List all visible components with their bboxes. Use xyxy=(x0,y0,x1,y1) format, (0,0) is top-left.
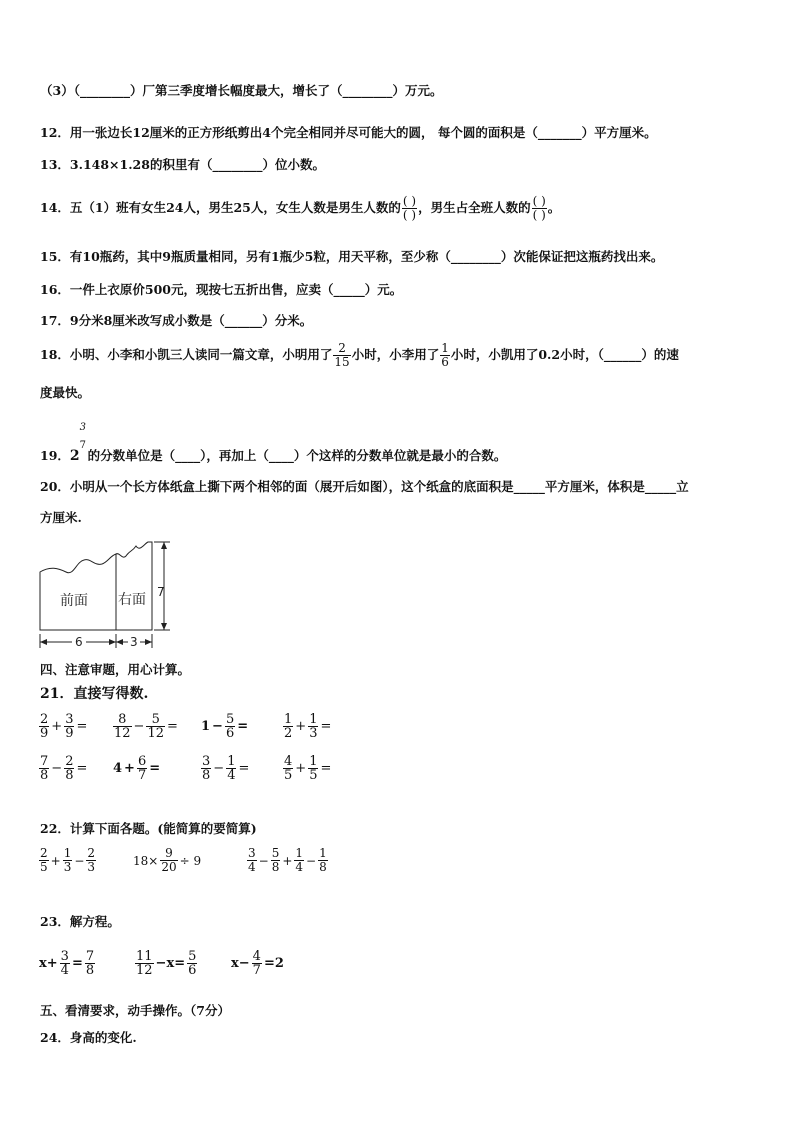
fraction xyxy=(135,950,154,977)
numerator: 3 xyxy=(65,712,74,727)
whole-number: 4 xyxy=(113,761,123,776)
denominator: 5 xyxy=(309,768,318,783)
equals: = xyxy=(320,719,332,734)
calc-21-6 xyxy=(112,755,161,782)
denominator: 7 xyxy=(137,768,147,783)
fraction xyxy=(271,847,281,874)
numerator: 11 xyxy=(136,949,153,964)
question-21-title: 21．直接写得数. xyxy=(40,686,149,702)
operator: + xyxy=(282,853,293,868)
numerator: 5 xyxy=(188,949,197,964)
calc-21-7 xyxy=(200,755,250,782)
right-label: 右面 xyxy=(118,592,146,608)
fraction xyxy=(247,847,257,874)
numerator: 3 xyxy=(60,949,69,964)
question-16: 16．一件上衣原价500元，现按七五折出售，应卖（_____）元。 xyxy=(40,282,403,297)
question-22-title: 22．计算下面各题。(能简算的要简算) xyxy=(40,821,257,836)
denominator: 6 xyxy=(188,963,197,978)
divide-term: ÷ 9 xyxy=(179,853,202,868)
numerator: 2 xyxy=(65,754,74,769)
calc-21-4 xyxy=(282,713,332,740)
arrow-right-icon xyxy=(145,639,152,645)
fraction xyxy=(113,713,132,740)
denominator: 2 xyxy=(284,726,293,741)
fraction xyxy=(39,755,49,782)
blank-denominator: ( ) xyxy=(532,208,546,222)
fraction xyxy=(64,755,74,782)
denominator: 12 xyxy=(114,726,131,741)
blank-denominator: ( ) xyxy=(402,208,417,222)
calc-21-5 xyxy=(38,755,88,782)
numerator: 4 xyxy=(284,754,293,769)
fraction xyxy=(39,713,49,740)
question-18-line-2: 度最快。 xyxy=(40,385,91,400)
numerator: 7 xyxy=(85,949,95,964)
equals: = xyxy=(238,761,250,776)
fraction xyxy=(137,755,147,782)
section-4-title: 四、注意审题，用心计算。 xyxy=(40,662,191,677)
denominator: 8 xyxy=(65,768,74,783)
equals: = xyxy=(76,761,88,776)
fraction xyxy=(86,847,96,874)
operator: − xyxy=(213,761,225,776)
operator: + xyxy=(295,761,307,776)
question-20-line-2: 方厘米. xyxy=(40,510,82,525)
calc-21-3 xyxy=(200,713,249,740)
denominator: 5 xyxy=(40,860,48,874)
right-face-outline xyxy=(116,542,152,630)
denominator: 4 xyxy=(248,860,256,874)
question-20-line-1: 20．小明从一个长方体纸盒上撕下两个相邻的面（展开后如图），这个纸盒的底面积是_____平方厘米，体积是_____立 xyxy=(40,479,689,494)
section-5-title: 五、看清要求，动手操作。（7分） xyxy=(40,1003,230,1018)
question-14-text-b: ，男生占全班人数的 xyxy=(418,200,531,215)
fraction xyxy=(283,713,293,740)
fraction xyxy=(64,713,74,740)
fraction xyxy=(294,847,304,874)
denominator: 7 xyxy=(79,440,87,451)
operator: − xyxy=(74,853,85,868)
operator: + xyxy=(124,761,135,776)
box-net-figure xyxy=(36,538,176,650)
numerator: 1 xyxy=(309,754,318,769)
numerator: 4 xyxy=(252,949,261,964)
numerator: 2 xyxy=(87,846,96,860)
fraction xyxy=(226,755,236,782)
multiplier: 18× xyxy=(133,853,159,868)
question-14-text-a: 14．五（1）班有女生24人，男生25人，女生人数是男生人数的 xyxy=(40,200,401,215)
question-24-title: 24．身高的变化. xyxy=(40,1030,137,1045)
denominator: 4 xyxy=(227,768,236,783)
denominator: 20 xyxy=(161,860,177,874)
denominator: 6 xyxy=(441,355,449,369)
calc-21-2 xyxy=(112,713,179,740)
numerator: 5 xyxy=(271,846,280,860)
numerator: 2 xyxy=(338,341,346,355)
blank-numerator: ( ) xyxy=(402,194,417,208)
fraction xyxy=(201,755,211,782)
operator: + xyxy=(50,853,61,868)
question-19-text: 的分数单位是（____），再加上（____）个这样的分数单位就是最小的合数。 xyxy=(87,448,507,463)
fraction xyxy=(39,847,49,874)
operator: − xyxy=(306,853,317,868)
denominator: 3 xyxy=(87,860,96,874)
denominator: 12 xyxy=(136,963,153,978)
fraction xyxy=(85,950,95,977)
calc-22-1 xyxy=(38,847,97,874)
operator: + xyxy=(51,719,63,734)
operator: − xyxy=(212,719,223,734)
question-18-text-a: 18．小明、小李和小凯三人读同一篇文章，小明用了 xyxy=(40,347,333,362)
arrow-down-icon xyxy=(161,623,167,630)
question-18-text-c: 小时，小凯用了0.2小时，（______）的速 xyxy=(450,347,679,362)
denominator: 4 xyxy=(295,860,304,874)
question-23-title: 23．解方程。 xyxy=(40,914,120,929)
numerator: 1 xyxy=(309,712,318,727)
numerator: 9 xyxy=(165,846,173,860)
fraction xyxy=(60,950,70,977)
question-19-number: 19． xyxy=(40,448,70,463)
equation-23-2 xyxy=(134,950,198,977)
width-label-6: 6 xyxy=(75,635,83,649)
expression-prefix: x+ xyxy=(39,956,58,971)
equals: = xyxy=(149,761,161,776)
denominator: 4 xyxy=(60,963,69,978)
numerator: 1 xyxy=(227,754,236,769)
fraction xyxy=(225,713,235,740)
equals: = xyxy=(167,719,178,734)
denominator: 8 xyxy=(202,768,211,783)
numerator: 1 xyxy=(284,712,293,727)
equation-23-3 xyxy=(230,950,285,977)
question-11-3: （3）（________）厂第三季度增长幅度最大，增长了（________）万元。 xyxy=(40,83,443,98)
front-label: 前面 xyxy=(60,593,88,609)
denominator: 8 xyxy=(85,963,95,978)
denominator: 8 xyxy=(319,860,327,874)
fraction xyxy=(308,755,318,782)
numerator: 5 xyxy=(151,712,160,727)
numerator: 5 xyxy=(225,712,235,727)
equals: = xyxy=(237,719,249,734)
operator: − xyxy=(133,719,145,734)
fraction xyxy=(63,847,73,874)
numerator: 1 xyxy=(295,846,304,860)
denominator: 3 xyxy=(309,726,318,741)
denominator: 7 xyxy=(252,963,261,978)
expression-suffix: =2 xyxy=(263,956,284,971)
operator: − xyxy=(258,853,269,868)
mixed-number-whole: 2 xyxy=(69,448,80,464)
numerator: 6 xyxy=(137,754,147,769)
numerator: 2 xyxy=(40,712,49,727)
operator: + xyxy=(295,719,307,734)
arrow-right-icon xyxy=(109,639,116,645)
equals: = xyxy=(76,719,88,734)
numerator: 2 xyxy=(40,846,48,860)
denominator: 6 xyxy=(225,726,235,741)
whole-number: 1 xyxy=(201,719,211,734)
question-15: 15．有10瓶药，其中9瓶质量相同，另有1瓶少5粒，用天平称，至少称（________）次能保证把这瓶药找出来。 xyxy=(40,249,664,264)
question-12: 12．用一张边长12厘米的正方形纸剪出4个完全相同并尽可能大的圆， 每个圆的面积是（_______）平方厘米。 xyxy=(40,125,657,140)
numerator: 7 xyxy=(40,754,49,769)
numerator: 1 xyxy=(63,846,72,860)
denominator: 15 xyxy=(334,355,350,369)
denominator: 3 xyxy=(63,860,72,874)
equals: = xyxy=(71,956,83,971)
denominator: 12 xyxy=(147,726,164,741)
calc-22-2 xyxy=(132,847,202,874)
numerator: 3 xyxy=(248,846,256,860)
calc-22-3 xyxy=(246,847,329,874)
blank-numerator: ( ) xyxy=(532,194,546,208)
arrow-up-icon xyxy=(161,542,167,549)
denominator: 5 xyxy=(284,768,293,783)
width-label-3: 3 xyxy=(130,635,138,649)
fraction xyxy=(308,713,318,740)
question-13: 13．3.148×1.28的积里有（________）位小数。 xyxy=(40,157,325,172)
fraction xyxy=(146,713,165,740)
numerator: 3 xyxy=(202,754,211,769)
blank-fraction-2 xyxy=(532,195,547,222)
equation-23-1 xyxy=(38,950,96,977)
mixed-number-fraction xyxy=(79,422,88,460)
calc-21-8 xyxy=(282,755,332,782)
numerator: 3 xyxy=(79,422,87,433)
question-19 xyxy=(40,422,507,464)
fraction xyxy=(160,847,177,874)
fraction-2-15 xyxy=(333,342,350,369)
numerator: 1 xyxy=(441,341,449,355)
height-label: 7 xyxy=(157,585,165,599)
denominator: 8 xyxy=(271,860,280,874)
equals: = xyxy=(320,761,332,776)
operator: − xyxy=(51,761,63,776)
question-17: 17．9分米8厘米改写成小数是（______）分米。 xyxy=(40,313,313,328)
numerator: 1 xyxy=(319,846,327,860)
question-14-text-c: 。 xyxy=(547,200,561,215)
fraction xyxy=(252,950,262,977)
calc-21-1 xyxy=(38,713,88,740)
fraction-1-6 xyxy=(440,342,450,369)
expression-prefix: x− xyxy=(231,956,250,971)
expression-middle: −x= xyxy=(155,956,186,971)
fraction xyxy=(318,847,328,874)
question-14 xyxy=(40,193,560,223)
question-18-line-1 xyxy=(40,340,679,370)
numerator: 8 xyxy=(118,712,127,727)
denominator: 9 xyxy=(65,726,74,741)
denominator: 9 xyxy=(40,726,49,741)
front-face-outline xyxy=(40,554,116,630)
fraction xyxy=(283,755,293,782)
question-18-text-b: 小时，小李用了 xyxy=(351,347,440,362)
denominator: 8 xyxy=(40,768,49,783)
arrow-left-icon xyxy=(40,639,47,645)
fraction xyxy=(187,950,197,977)
blank-fraction-1 xyxy=(402,195,417,222)
arrow-left-icon xyxy=(116,639,123,645)
